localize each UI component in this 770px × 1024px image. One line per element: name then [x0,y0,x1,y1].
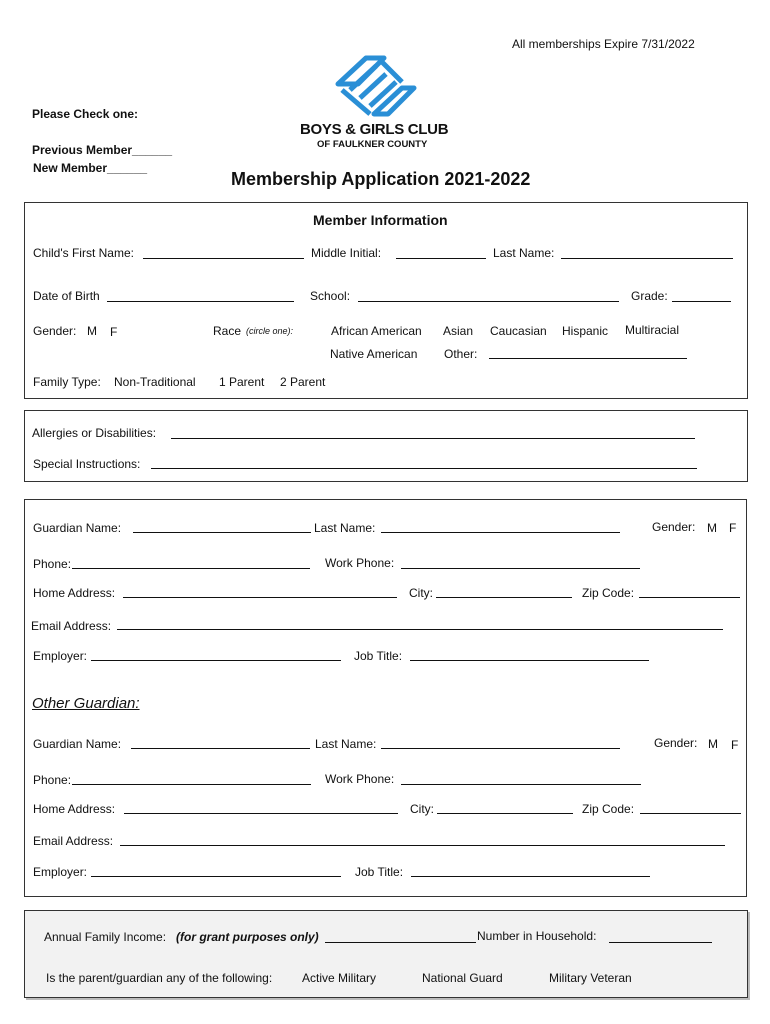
guardian-city-label: City: [409,586,433,600]
household-label: Number in Household: [477,929,597,943]
race-other-field[interactable] [489,358,687,359]
other-guardian-phone-field[interactable] [72,784,311,785]
other-guardian-gender-male[interactable]: M [708,737,718,751]
family-1-parent[interactable]: 1 Parent [219,375,265,389]
dob-label: Date of Birth [33,289,100,303]
other-guardian-city-label: City: [410,802,434,816]
other-guardian-gender-label: Gender: [654,736,698,750]
race-label: Race [213,324,242,338]
last-name-field[interactable] [561,258,733,259]
other-guardian-email-field[interactable] [120,845,725,846]
race-asian[interactable]: Asian [443,324,474,338]
household-field[interactable] [609,942,712,943]
guardian-phone-label: Phone: [33,557,72,571]
other-guardian-employer-label: Employer: [33,865,88,879]
guardian-job-title-field[interactable] [410,660,649,661]
other-guardian-zip-field[interactable] [640,813,741,814]
guardian-email-field[interactable] [117,629,723,630]
handshake-logo-icon [330,54,420,120]
first-name-field[interactable] [143,258,304,259]
guardian-address-label: Home Address: [33,586,116,600]
guardian-name-field[interactable] [133,532,311,533]
other-guardian-last-name-label: Last Name: [315,737,377,751]
family-type-label: Family Type: [33,375,101,389]
other-guardian-phone-label: Phone: [33,773,72,787]
guardian-zip-label: Zip Code: [582,586,635,600]
other-guardian-name-label: Guardian Name: [33,737,122,751]
allergies-label: Allergies or Disabilities: [32,426,157,440]
other-guardian-work-phone-label: Work Phone: [325,772,395,786]
middle-initial-label: Middle Initial: [311,246,382,260]
guardian-last-name-field[interactable] [381,532,620,533]
grant-purposes-note: (for grant purposes only) [176,930,319,944]
guardian-employer-field[interactable] [91,660,341,661]
other-guardian-name-field[interactable] [131,748,310,749]
guardian-name-label: Guardian Name: [33,521,122,535]
other-guardian-employer-field[interactable] [91,876,341,877]
member-info-heading: Member Information [313,212,448,228]
other-guardian-job-title-field[interactable] [411,876,650,877]
option-active-military[interactable]: Active Military [302,971,377,985]
other-guardian-job-title-label: Job Title: [355,865,404,879]
school-label: School: [310,289,351,303]
guardian-work-phone-field[interactable] [401,568,640,569]
grade-label: Grade: [631,289,668,303]
guardian-last-name-label: Last Name: [314,521,376,535]
guardian-zip-field[interactable] [639,597,740,598]
first-name-label: Child's First Name: [33,246,134,260]
guardian-gender-female[interactable]: F [729,521,737,535]
guardian-gender-male[interactable]: M [707,521,717,535]
family-2-parent[interactable]: 2 Parent [280,375,326,389]
guardian-email-label: Email Address: [31,619,112,633]
gender-male-option[interactable]: M [87,324,97,338]
special-instructions-field[interactable] [151,468,697,469]
other-guardian-heading: Other Guardian: [32,695,140,712]
race-caucasian[interactable]: Caucasian [490,324,547,338]
race-note: (circle one): [246,326,294,336]
check-one-label: Please Check one: [32,107,139,121]
other-guardian-gender-female[interactable]: F [731,738,739,752]
new-member-option[interactable]: New Member______ [33,161,148,175]
logo-name: BOYS & GIRLS CLUB [300,121,449,138]
dob-field[interactable] [107,301,294,302]
other-guardian-last-name-field[interactable] [381,748,620,749]
expiry-note: All memberships Expire 7/31/2022 [512,37,695,51]
race-multiracial[interactable]: Multiracial [625,323,680,337]
guardian-employer-label: Employer: [33,649,88,663]
previous-member-option[interactable]: Previous Member______ [32,143,173,157]
middle-initial-field[interactable] [396,258,486,259]
race-hispanic[interactable]: Hispanic [562,324,609,338]
guardian-address-field[interactable] [123,597,397,598]
annual-income-label: Annual Family Income: [44,930,167,944]
guardian-phone-field[interactable] [72,568,310,569]
guardian-gender-label: Gender: [652,520,696,534]
last-name-label: Last Name: [493,246,555,260]
annual-income-field[interactable] [325,942,476,943]
other-guardian-address-label: Home Address: [33,802,116,816]
guardian-city-field[interactable] [436,597,572,598]
gender-label: Gender: [33,324,77,338]
guardian-work-phone-label: Work Phone: [325,556,395,570]
race-african-american[interactable]: African American [331,324,422,338]
page-title: Membership Application 2021-2022 [231,169,531,189]
family-non-traditional[interactable]: Non-Traditional [114,375,196,389]
other-guardian-zip-label: Zip Code: [582,802,635,816]
grade-field[interactable] [672,301,731,302]
guardian-job-title-label: Job Title: [354,649,403,663]
special-instructions-label: Special Instructions: [33,457,141,471]
option-national-guard[interactable]: National Guard [422,971,503,985]
health-section [24,410,748,482]
school-field[interactable] [358,301,619,302]
gender-female-option[interactable]: F [110,325,118,339]
other-guardian-email-label: Email Address: [33,834,114,848]
other-guardian-city-field[interactable] [437,813,573,814]
race-other[interactable]: Other: [444,347,478,361]
race-native-american[interactable]: Native American [330,347,418,361]
military-question: Is the parent/guardian any of the following: [46,971,273,985]
allergies-field[interactable] [171,438,695,439]
logo-subtitle: OF FAULKNER COUNTY [317,139,428,150]
other-guardian-work-phone-field[interactable] [401,784,641,785]
option-military-veteran[interactable]: Military Veteran [549,971,632,985]
other-guardian-address-field[interactable] [124,813,398,814]
